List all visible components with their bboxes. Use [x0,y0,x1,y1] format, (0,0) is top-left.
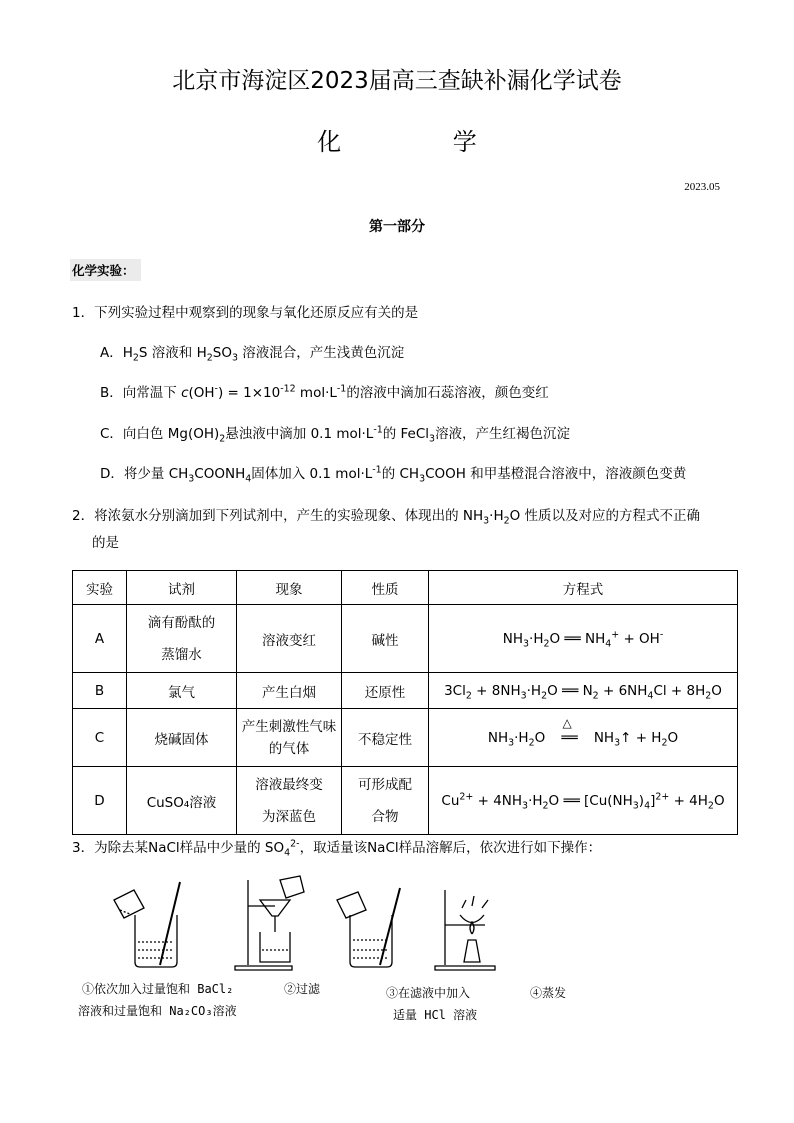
filtration-stand-icon [235,876,304,970]
q2-stem-cont: 的是 [92,535,119,551]
cell-equation: $3Cl_2 + 8NH_3\cdot H_2O$ ══ $N_2 + 6NH_4Cl + 8H_2O$ [429,673,738,709]
cell-phenomenon: 溶液最终变为深蓝色 [237,767,342,835]
caption-step-2: ②过滤 [284,982,321,996]
subject-title: 化 学 [317,128,529,156]
header-exp: 实验 [73,571,127,605]
cell-property: 还原性 [342,673,429,709]
q1-option-b: B．向常温下 $c(OH^-) = 1\times 10^{-12}$ $mol\cdot L^{-1}$的溶液中滴加石蕊溶液，颜色变红 [100,383,549,401]
cell-equation: $NH_3\cdot H_2O$ ══ $NH_4^+ + OH^-$ [429,605,738,673]
cell-phenomenon: 产生白烟 [237,673,342,709]
evaporation-icon [435,890,495,970]
cell-reagent: CuSO₄溶液 [127,767,237,835]
q3-stem: 3．为除去某NaCl样品中少量的 $SO_4^{2-}$，取适量该NaCl样品溶解后，依次进行如下操作： [72,838,602,859]
q2-stem: 2．将浓氨水分别滴加到下列试剂中，产生的实验现象、体现出的 $NH_3\cdot H_2O$ 性质以及对应的方程式不正确 [72,508,701,527]
part-heading: 第一部分 [369,219,425,235]
q2-table [72,570,738,835]
exam-date: 2023.05 [684,181,720,193]
caption-step-3: ③在滤液中加入 [386,986,471,1000]
cell-exp: D [73,767,127,835]
q1-option-d: D．将少量 $CH_3COONH_4$固体加入 0.1 $mol\cdot L^{-1}$的 $CH_3COOH$ 和甲基橙混合溶液中，溶液颜色变黄 [100,464,687,485]
table-row [73,673,738,709]
q1-stem: 1．下列实验过程中观察到的现象与氧化还原反应有关的是 [72,305,419,321]
q1-option-c: C．向白色 $Mg(OH)_2$悬浊液中滴加 0.1 $mol\cdot L^{-1}$的 FeCl$_3$溶液，产生红褐色沉淀 [100,424,571,445]
table-row [73,767,738,835]
section-label: 化学实验： [70,259,141,281]
caption-step-1-cont: 溶液和过量饱和 Na₂CO₃溶液 [78,1004,237,1018]
caption-step-4: ④蒸发 [530,986,567,1000]
beaker-pouring-icon-1 [114,882,180,967]
q1-option-a: A．$H_2S$ 溶液和 $H_2SO_3$ 溶液混合，产生浅黄色沉淀 [100,345,405,364]
table-row [73,709,738,767]
cell-exp: C [73,709,127,767]
cell-reagent: 氯气 [127,673,237,709]
beaker-pouring-icon-3 [337,888,400,967]
cell-property: 可形成配合物 [342,767,429,835]
cell-property: 不稳定性 [342,709,429,767]
table-row [73,605,738,673]
cell-phenomenon: 产生刺激性气味的气体 [237,709,342,767]
cell-property: 碱性 [342,605,429,673]
exam-title: 北京市海淀区2023届高三查缺补漏化学试卷 [172,68,622,94]
header-property: 性质 [342,571,429,605]
cell-equation: $NH_3\cdot H_2O$ △ ══ $NH_3↑ + H_2O$ [429,709,738,767]
cell-exp: B [73,673,127,709]
caption-step-3-cont: 适量 HCl 溶液 [393,1008,478,1022]
cell-exp: A [73,605,127,673]
cell-phenomenon: 溶液变红 [237,605,342,673]
cell-reagent: 烧碱固体 [127,709,237,767]
table-header-row [73,571,738,605]
header-phenomenon: 现象 [237,571,342,605]
apparatus-figure [100,870,520,975]
cell-reagent: 滴有酚酞的蒸馏水 [127,605,237,673]
cell-equation: $Cu^{2+} + 4NH_3\cdot H_2O$ ══ $[Cu(NH_3)_4]^{2+} + 4H_2O$ [429,767,738,835]
caption-step-1: ①依次加入过量饱和 BaCl₂ [82,982,234,996]
header-reagent: 试剂 [127,571,237,605]
header-equation: 方程式 [429,571,738,605]
